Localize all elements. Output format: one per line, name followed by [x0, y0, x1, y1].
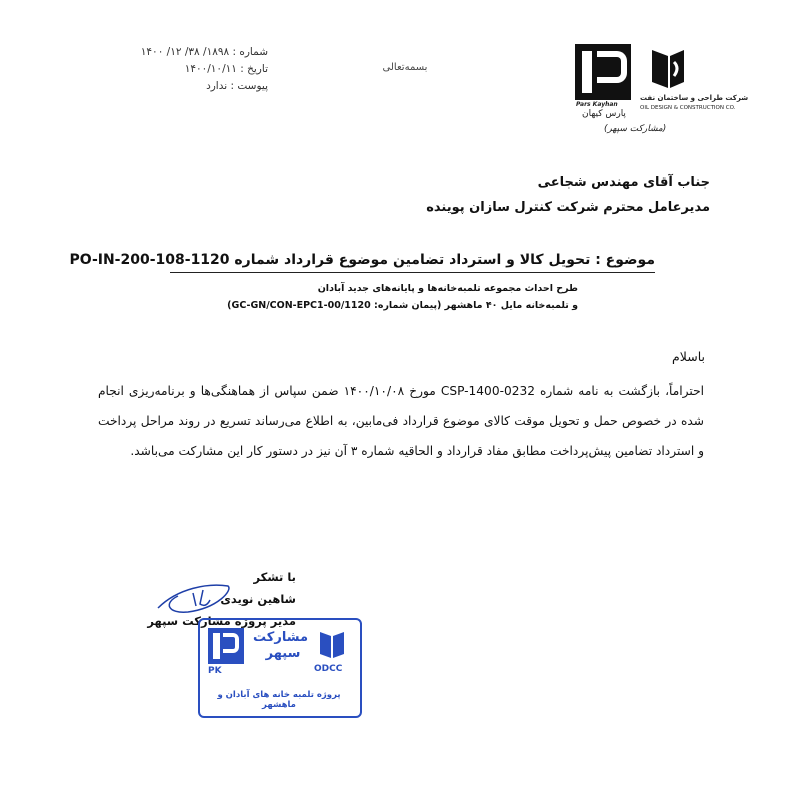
partnership-label: (مشارکت سپهر): [604, 124, 667, 134]
project-line-2: و تلمبه‌خانه مایل ۴۰ ماهشهر (پیمان شماره: 1120/GC-GN/CON-EPC1-00): [227, 300, 578, 311]
pars-kayhan-logo: [575, 44, 631, 100]
sign-title: مدیر پروژه مشارکت سپهر: [147, 614, 296, 628]
stamp-odcc: ODCC: [314, 664, 343, 674]
project-line-1: طرح احداث مجموعه تلمبه‌خانه‌ها و پایانه‌های جدید آبادان: [317, 283, 578, 294]
recipient-title: مدیرعامل محترم شرکت کنترل سازان پوینده: [426, 200, 710, 215]
subject-underline: [170, 272, 655, 273]
recipient-name: جناب آقای مهندس شجاعی: [537, 175, 710, 190]
body-paragraph: احتراماً، بازگشت به نامه شماره CSP-1400-0232 مورخ ۱۴۰۰/۱۰/۰۸ ضمن سپاس از هماهنگی‌ها و برنامه‌ریزی انجام شده در خصوص حمل و تحویل موقت کالای موضوع قرارداد فی‌مابین، به اطلاع می‌رساند تسریع در روند مراحل پرداخت و استرداد تضامین پیش‌پرداخت مطابق مفاد قرارداد و الحاقیه شماره ۳ آن نیز در دستور کار این مشارکت می‌باشد.: [98, 384, 704, 458]
recipient: [300, 170, 710, 220]
letter-date: تاریخ : ۱۴۰۰/۱۰/۱۱: [184, 63, 268, 75]
handwritten-signature: [148, 578, 238, 618]
subject-line: موضوع : تحویل کالا و استرداد تضامین موضوع قرارداد شماره 1120-PO-IN-200-108: [69, 252, 655, 268]
letter-number: شماره : ۱۸۹۸/ ۳۸/ ۱۲/ ۱۴۰۰: [140, 46, 268, 58]
greeting: باسلام: [672, 349, 705, 364]
company-stamp: [198, 618, 362, 718]
company-en: OIL DESIGN & CONSTRUCTION CO.: [640, 105, 736, 111]
stamp-pk: PK: [208, 666, 222, 676]
brand-fa: پارس کیهان: [582, 109, 626, 119]
stamp-project: پروژه تلمبه خانه های آبادان و ماهشهر: [217, 690, 341, 710]
oic-logo: [648, 46, 688, 92]
company-fa: شرکت طراحی و ساختمان نفت: [640, 94, 749, 102]
sign-name: شاهین نویدی: [220, 592, 296, 606]
letter-meta: [118, 44, 268, 95]
project-info: [180, 280, 578, 314]
brand-latin: Pars Kayhan: [576, 101, 618, 108]
stamp-odcc-icon: [318, 630, 346, 660]
basmala: بسمه‌تعالی: [382, 62, 428, 73]
sign-thanks: با تشکر: [253, 570, 296, 584]
letter-attachment: پیوست : ندارد: [206, 80, 268, 92]
stamp-pk-icon: [208, 628, 244, 664]
stamp-name: مشارکت سپهر: [253, 630, 308, 661]
